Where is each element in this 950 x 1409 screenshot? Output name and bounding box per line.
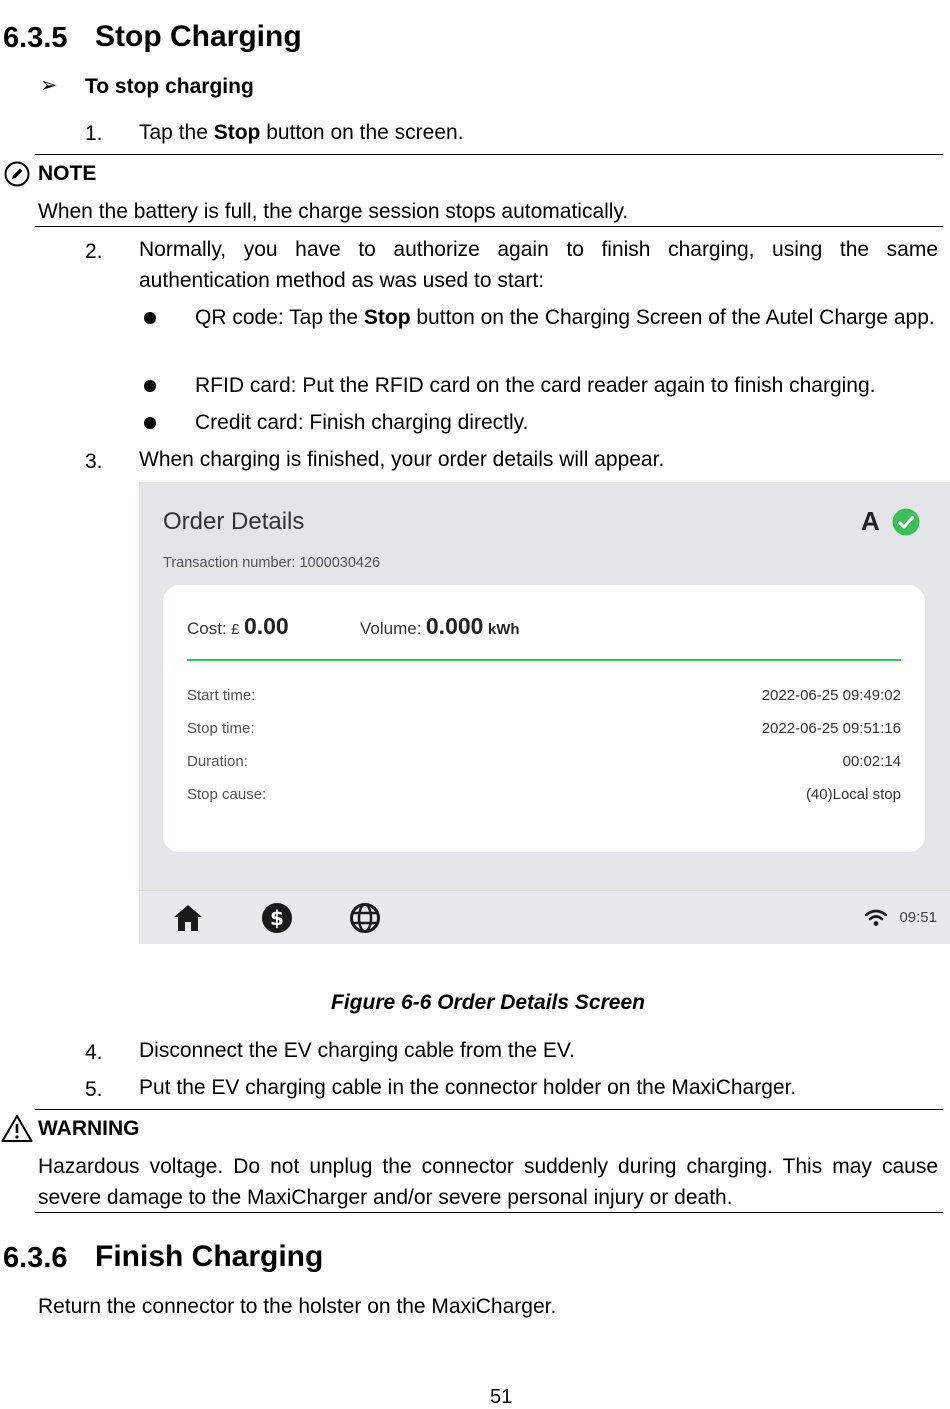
section-title: Stop Charging [95,20,302,53]
note-top-rule [35,154,943,155]
step-text: Tap the Stop button on the screen. [139,121,464,144]
procedure-bullet: ➢ [40,74,58,97]
warning-top-rule [35,1109,943,1110]
check-circle-icon [892,508,920,536]
status-time: 09:51 [899,909,937,926]
wifi-icon [864,908,888,928]
warning-triangle-icon [1,1114,33,1143]
row-value: 2022-06-25 09:49:02 [761,687,901,704]
step-number: 1. [85,122,103,145]
section-text: Return the connector to the holster on the MaxiCharger. [38,1295,557,1318]
page-number: 51 [490,1386,513,1408]
row-value: (40)Local stop [805,786,901,803]
row-label: Stop cause: [187,786,267,803]
note-text: When the battery is full, the charge session stops automatically. [38,200,629,223]
order-card [163,585,925,852]
volume-field: Volume: 0.000 kWh [360,613,520,639]
figure-caption: Figure 6-6 Order Details Screen [331,991,645,1014]
step-number: 4. [85,1041,103,1064]
order-details-screenshot [139,482,950,944]
warning-text: Hazardous voltage. Do not unplug the connector suddenly during charging. This may cause severe damage to the MaxiCharger and/or severe personal injury or death. [38,1155,938,1209]
section-title: Finish Charging [95,1240,324,1273]
dollar-icon[interactable] [261,902,293,934]
svg-text:$: $ [270,906,284,930]
step-number: 5. [85,1078,103,1101]
screen-title: Order Details [163,508,305,535]
bullet-dot [144,417,156,429]
bullet-text: Credit card: Finish charging directly. [195,411,529,434]
home-icon[interactable] [172,902,204,934]
step-text: When charging is finished, your order details will appear. [139,448,665,471]
charger-letter-badge: A [861,506,880,536]
step-text: Normally, you have to authorize again to finish charging, using the same authentication method as was used to start: [139,238,938,292]
divider-line [187,659,901,661]
note-bottom-rule [35,226,943,227]
row-value: 2022-06-25 09:51:16 [761,720,901,737]
transaction-number: Transaction number: 1000030426 [163,555,381,571]
step-number: 2. [85,240,103,263]
step-text: Disconnect the EV charging cable from the EV. [139,1039,575,1062]
row-label: Start time: [187,687,256,704]
row-label: Duration: [187,753,248,770]
section-number: 6.3.6 [3,1242,68,1274]
note-label: NOTE [38,162,97,185]
bullet-dot [144,380,156,392]
bullet-text: RFID card: Put the RFID card on the card reader again to finish charging. [195,374,876,397]
bullet-text: QR code: Tap the Stop button on the Charging Screen of the Autel Charge app. [195,306,935,329]
row-value: 00:02:14 [842,753,901,770]
warning-bottom-rule [35,1212,943,1213]
section-number: 6.3.5 [3,22,68,54]
row-label: Stop time: [187,720,255,737]
cost-field: Cost: £ 0.00 [187,613,289,639]
bottom-nav-bar [139,890,950,944]
warning-label: WARNING [38,1117,140,1140]
step-number: 3. [85,450,103,473]
pencil-icon [4,161,30,187]
bullet-dot [144,312,156,324]
globe-icon[interactable] [349,902,381,934]
procedure-title: To stop charging [85,75,254,98]
step-text: Put the EV charging cable in the connector holder on the MaxiCharger. [139,1076,797,1099]
